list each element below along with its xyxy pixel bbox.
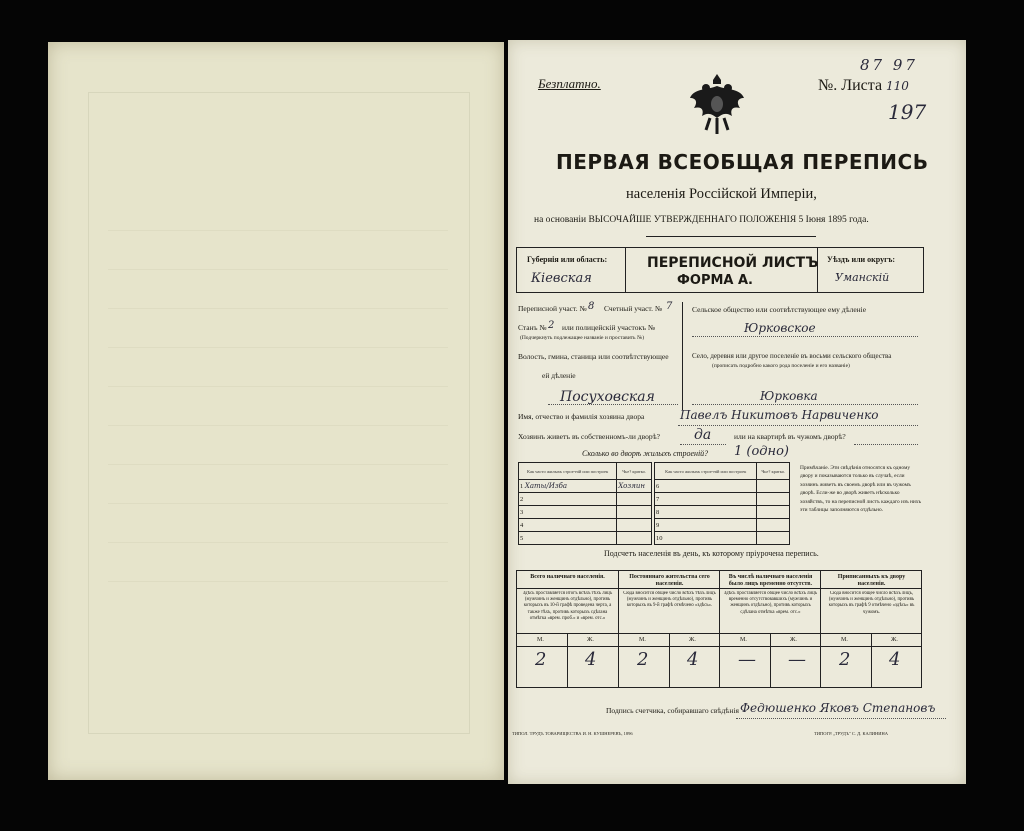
underline-note: (Подчеркнуть подлежащее названіе и проставить №) [520,335,645,341]
male-label: М. [537,637,544,643]
building-owner: Хозяин [618,482,645,490]
form-header-box [516,247,924,293]
summary-group [618,571,720,687]
buildings-table-right [654,462,790,545]
society-label: Сельское общество или соотвѣтствующее ему дѣленіе [692,305,867,314]
basis-line: на основаніи ВЫСОЧАЙШЕ УТВЕРЖДЕННАГО ПОЛОЖЕНІЯ 5 Іюня 1895 года. [534,215,869,225]
guberniya-label: Губернія или область: [527,255,608,264]
building-row-number: 3 [520,508,524,516]
building-row [655,480,790,493]
female-count: 4 [585,649,597,670]
male-label: М. [740,637,747,643]
census-district-label: Переписной участ. № [518,304,587,313]
left-blank-page [48,42,504,780]
printer-left: ТИПОЛ. ТРУДЪ ТОВАРИЩЕСТВА И. Н. КУШНЕРЕВЪ, 1896 [512,731,633,736]
printer-right: ТИПОГР. „ТРУДЪ" С. Д. КАЛИНИНА [814,731,889,736]
counting-district-value: 7 [666,301,673,312]
building-row-number: 7 [656,495,660,503]
female-label: Ж. [790,637,797,643]
signature-value: Федюшенко Яковъ Степановъ [740,701,936,715]
col-kind-header: Как часто жилыхъ строе-ній или построек [519,463,617,480]
female-count: 4 [889,649,901,670]
building-row-number: 1 [520,482,524,490]
sheet-number-value: 110 [886,79,909,93]
counting-district-label: Счетный участ. № [604,304,663,313]
own-house-label: Хозяинъ живетъ въ собственномъ-ли дворѣ? [518,432,660,441]
rented-label: или на квартирѣ въ чужомъ дворѣ? [734,432,846,441]
building-row [519,480,652,493]
buildings-value: 1 (одно) [734,444,790,459]
census-form-page [508,40,966,784]
building-row [519,506,652,519]
male-count: 2 [839,649,851,670]
uezd-label: Уѣздъ или округъ: [827,255,896,264]
summary-group-title: Всего наличнаго населенія. [530,574,605,580]
summary-group-title: Постояннаго жительства сего населенія. [629,574,710,588]
page-title: ПЕРВАЯ ВСЕОБЩАЯ ПЕРЕПИСЬ [556,150,929,174]
society-value: Юрковское [744,321,816,335]
imperial-eagle-icon [688,68,746,138]
village-label: Село, деревня или другое поселеніе въ восьми сельского общества [692,352,892,360]
summary-group [820,571,922,687]
building-row-number: 6 [656,482,660,490]
archive-number-small: 87 97 [860,56,918,74]
stan-label: Станъ № [518,323,547,332]
summary-group-title: Въ числѣ наличнаго населенія было лицъ временно отсутств. [728,574,813,588]
female-label: Ж. [689,637,696,643]
summary-group-desc: Здѣсь проставляется общее число всѣхъ лицъ временно отсутствовавшихъ (мужчинъ и женщинъ отдѣльно), противъ которыхъ сдѣлана отмѣтка «врем. отс.» [723,591,818,615]
sheet-number-label: №. Листа [818,77,883,94]
building-row [519,519,652,532]
summary-heading: Подсчетъ населенія въ день, къ которому пріурочена перепись. [604,549,819,558]
building-row-number: 8 [656,508,660,516]
form-label: ФОРМА А. [677,273,753,288]
male-label: М. [639,637,646,643]
volost-value: Посуховская [560,389,655,405]
building-row-number: 4 [520,521,524,529]
sheet-form-title: ПЕРЕПИСНОЙ ЛИСТЪ [647,255,819,271]
building-row [655,493,790,506]
col-kind-header: Как часто жилыхъ строе-ній или построек [655,463,757,480]
building-row-number: 5 [520,534,524,542]
male-count: — [738,649,756,670]
census-district-value: 8 [588,301,595,312]
summary-group-desc: Сюда вносится общее число всѣхъ тѣхъ лицъ (мужчинъ и женщинъ отдѣльно), противъ которыхъ въ 9-й графѣ отмѣчено «здѣсь». [623,591,716,609]
village-note: (прописать подробно какого рода поселеніе и его названіе) [712,363,850,369]
male-label: М. [841,637,848,643]
uezd-value: Уманскій [835,271,890,284]
building-row [519,532,652,545]
col-owner-header: Чье? кратко. [617,463,652,480]
female-count: 4 [687,649,699,670]
building-row [655,532,790,545]
male-count: 2 [637,649,649,670]
guberniya-value: Кіевская [531,271,592,286]
building-row-number: 10 [656,534,663,542]
summary-group-desc: Сюда вносится общее число всѣхъ лицъ, (мужчинъ и женщинъ отдѣльно), противъ которыхъ въ графѣ 9 отмѣчено «здѣсь» въ чужомъ. [828,591,915,615]
field-column-divider [682,302,683,410]
side-note: Примѣчаніе. Эти свѣдѣнія относятся къ одному двору и показываются только въ случаѣ, если хозяинъ живетъ въ своемъ дворѣ или въ чужомъ дворѣ. Если-же во дворѣ живетъ нѣсколько хозяйствъ, то на переписной листъ каждаго изъ нихъ эти таблицы заполняются отдѣльно. [800,465,922,513]
owner-label: Имя, отчество и фамилія хозяина двора [518,412,645,421]
title-rule [646,236,816,237]
summary-table [516,570,922,688]
signature-label: Подпись счетчика, собиравшаго свѣдѣнія [606,706,739,715]
police-district-label: или полицейскій участокъ № [562,323,656,332]
building-row [655,519,790,532]
building-row [519,493,652,506]
building-kind: Хаты/Изба [524,481,568,490]
own-house-value: да [694,427,712,443]
summary-group-title: Приписанныхъ къ двору населенія. [837,574,906,588]
building-row-number: 9 [656,521,660,529]
summary-group-desc: Здѣсь проставляется итогъ всѣхъ тѣхъ лицъ (мужчинъ и женщинъ отдѣльно), противъ которыхъ въ 10-й графѣ проведена черта, а также тѣхъ, противъ которыхъ сдѣлана отмѣтка «врем. проб.» и «врем. отс.» [522,591,613,621]
summary-group [719,571,821,687]
female-count: — [788,649,806,670]
summary-group [517,571,618,687]
volost-label-2: ей дѣленіе [542,371,576,380]
male-count: 2 [535,649,547,670]
female-label: Ж. [587,637,594,643]
page-subtitle: населенія Россійской Имперіи, [626,186,817,202]
bleed-through-lines [108,192,448,612]
archive-number-large: 197 [888,100,927,124]
buildings-table-left [518,462,652,545]
stan-value: 2 [548,320,555,331]
buildings-label: Сколько во дворѣ жилыхъ строеній? [582,449,709,458]
female-label: Ж. [891,637,898,643]
village-value: Юрковка [760,389,818,403]
free-label: Безплатно. [538,76,601,91]
col-owner-header: Чье? кратко. [757,463,790,480]
owner-value: Павелъ Никитовъ Нарвиченко [680,408,879,422]
volost-label: Волость, гмина, станица или соотвѣтствующее [518,352,669,361]
building-row [655,506,790,519]
building-row-number: 2 [520,495,524,503]
